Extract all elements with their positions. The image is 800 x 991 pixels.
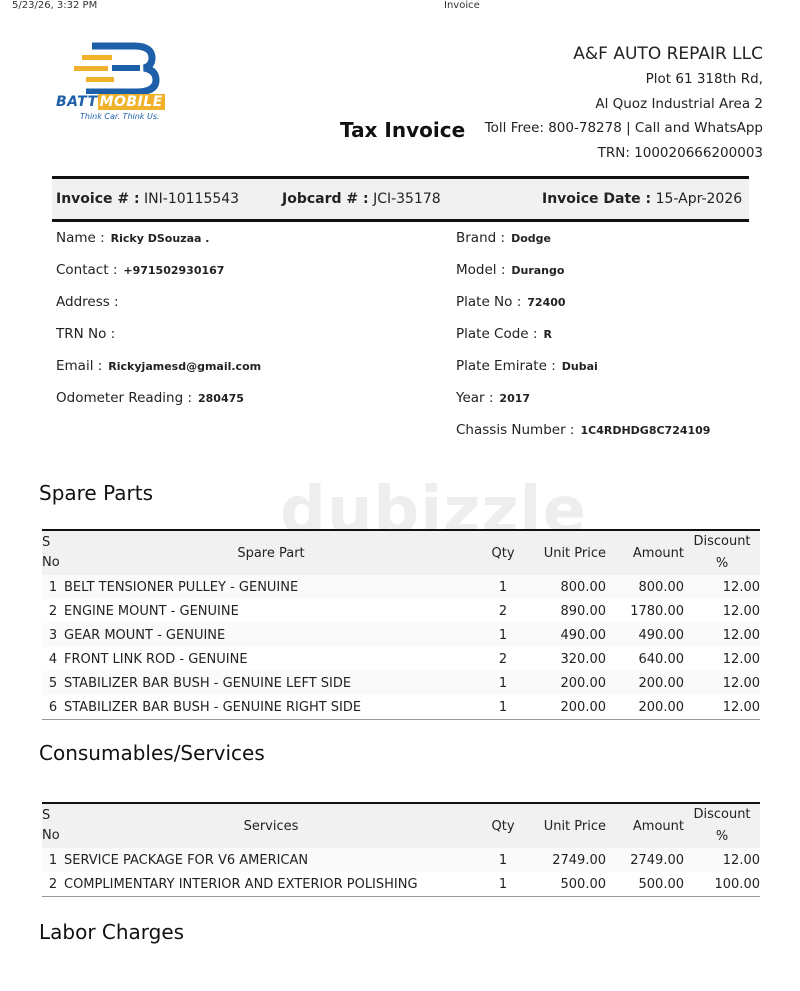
print-timestamp: 5/23/26, 3:32 PM xyxy=(12,0,98,11)
company-address-1: Plot 61 318th Rd, xyxy=(645,71,763,87)
company-block xyxy=(403,42,763,165)
invoice-bar xyxy=(52,176,749,222)
vehicle-brand: Brand : Dodge xyxy=(456,230,551,246)
jobcard-number: Jobcard # : JCI-35178 xyxy=(282,191,441,207)
company-trn: TRN: 100020666200003 xyxy=(597,144,763,161)
col-discount: Discount % xyxy=(684,530,760,575)
labor-charges-title: Labor Charges xyxy=(39,920,185,944)
logo-b-icon xyxy=(52,42,187,94)
customer-email: Email : Rickyjamesd@gmail.com xyxy=(56,358,262,374)
spare-parts-table xyxy=(42,529,760,720)
table-row: 1 BELT TENSIONER PULLEY - GENUINE 1 800.00 800.00 12.00 xyxy=(42,575,760,599)
table-row: 4 FRONT LINK ROD - GENUINE 2 320.00 640.00 12.00 xyxy=(48,651,760,667)
services-table xyxy=(42,802,760,897)
company-address-2: Al Quoz Industrial Area 2 xyxy=(595,95,763,112)
table-row: 5 STABILIZER BAR BUSH - GENUINE LEFT SIDE 1 200.00 200.00 12.00 xyxy=(42,671,760,695)
table-row: 1 SERVICE PACKAGE FOR V6 AMERICAN 1 2749.00 2749.00 12.00 xyxy=(42,848,760,872)
customer-address: Address : xyxy=(56,294,119,310)
vehicle-plate-emirate: Plate Emirate : Dubai xyxy=(456,358,598,374)
customer-trn: TRN No : xyxy=(56,326,116,342)
table-header-row xyxy=(42,530,760,575)
col-qty: Qty xyxy=(478,530,528,575)
customer-odometer: Odometer Reading : 280475 xyxy=(56,390,244,406)
table-row: 6 STABILIZER BAR BUSH - GENUINE RIGHT SIDE 1 200.00 200.00 12.00 xyxy=(42,695,760,720)
company-contact: Toll Free: 800-78278 | Call and WhatsApp xyxy=(484,120,763,136)
col-unit-price: Unit Price xyxy=(528,530,606,575)
invoice-number: Invoice # : INI-10115543 xyxy=(56,191,240,207)
print-page-title: Invoice xyxy=(444,0,480,11)
invoice-date: Invoice Date : 15-Apr-2026 xyxy=(542,191,743,207)
company-name: A&F AUTO REPAIR LLC xyxy=(573,44,763,64)
table-header-row xyxy=(42,803,760,848)
print-header xyxy=(0,0,800,14)
col-sno: S No xyxy=(42,803,64,848)
logo-tagline: Think Car. Think Us. xyxy=(80,112,160,121)
col-unit-price: Unit Price xyxy=(528,803,606,848)
col-amount: Amount xyxy=(606,803,684,848)
table-row: 2 COMPLIMENTARY INTERIOR AND EXTERIOR POLISHING 1 500.00 500.00 100.00 xyxy=(42,872,760,897)
customer-contact: Contact : +971502930167 xyxy=(56,262,225,278)
col-sno: S No xyxy=(42,530,64,575)
document-title: Tax Invoice xyxy=(340,118,466,142)
services-title: Consumables/Services xyxy=(39,741,265,765)
logo-wordmark: BATT MOBILE xyxy=(56,94,163,110)
vehicle-year: Year : 2017 xyxy=(456,390,531,406)
col-amount: Amount xyxy=(606,530,684,575)
vehicle-plate-code: Plate Code : R xyxy=(456,326,552,342)
vehicle-model: Model : Durango xyxy=(456,262,565,278)
table-row: 2 ENGINE MOUNT - GENUINE 2 890.00 1780.00 12.00 xyxy=(48,603,760,619)
col-spare-part: Spare Part xyxy=(64,530,478,575)
vehicle-plate-no: Plate No : 72400 xyxy=(456,294,566,310)
watermark: dubizzle xyxy=(280,474,587,548)
spare-parts-title: Spare Parts xyxy=(39,481,153,505)
customer-name: Name : Ricky DSouzaa . xyxy=(56,230,210,246)
company-logo xyxy=(52,42,187,124)
vehicle-chassis: Chassis Number : 1C4RDHDG8C724109 xyxy=(456,422,711,438)
table-row: 3 GEAR MOUNT - GENUINE 1 490.00 490.00 12.00 xyxy=(42,623,760,647)
col-services: Services xyxy=(64,803,478,848)
col-qty: Qty xyxy=(478,803,528,848)
col-discount: Discount % xyxy=(684,803,760,848)
